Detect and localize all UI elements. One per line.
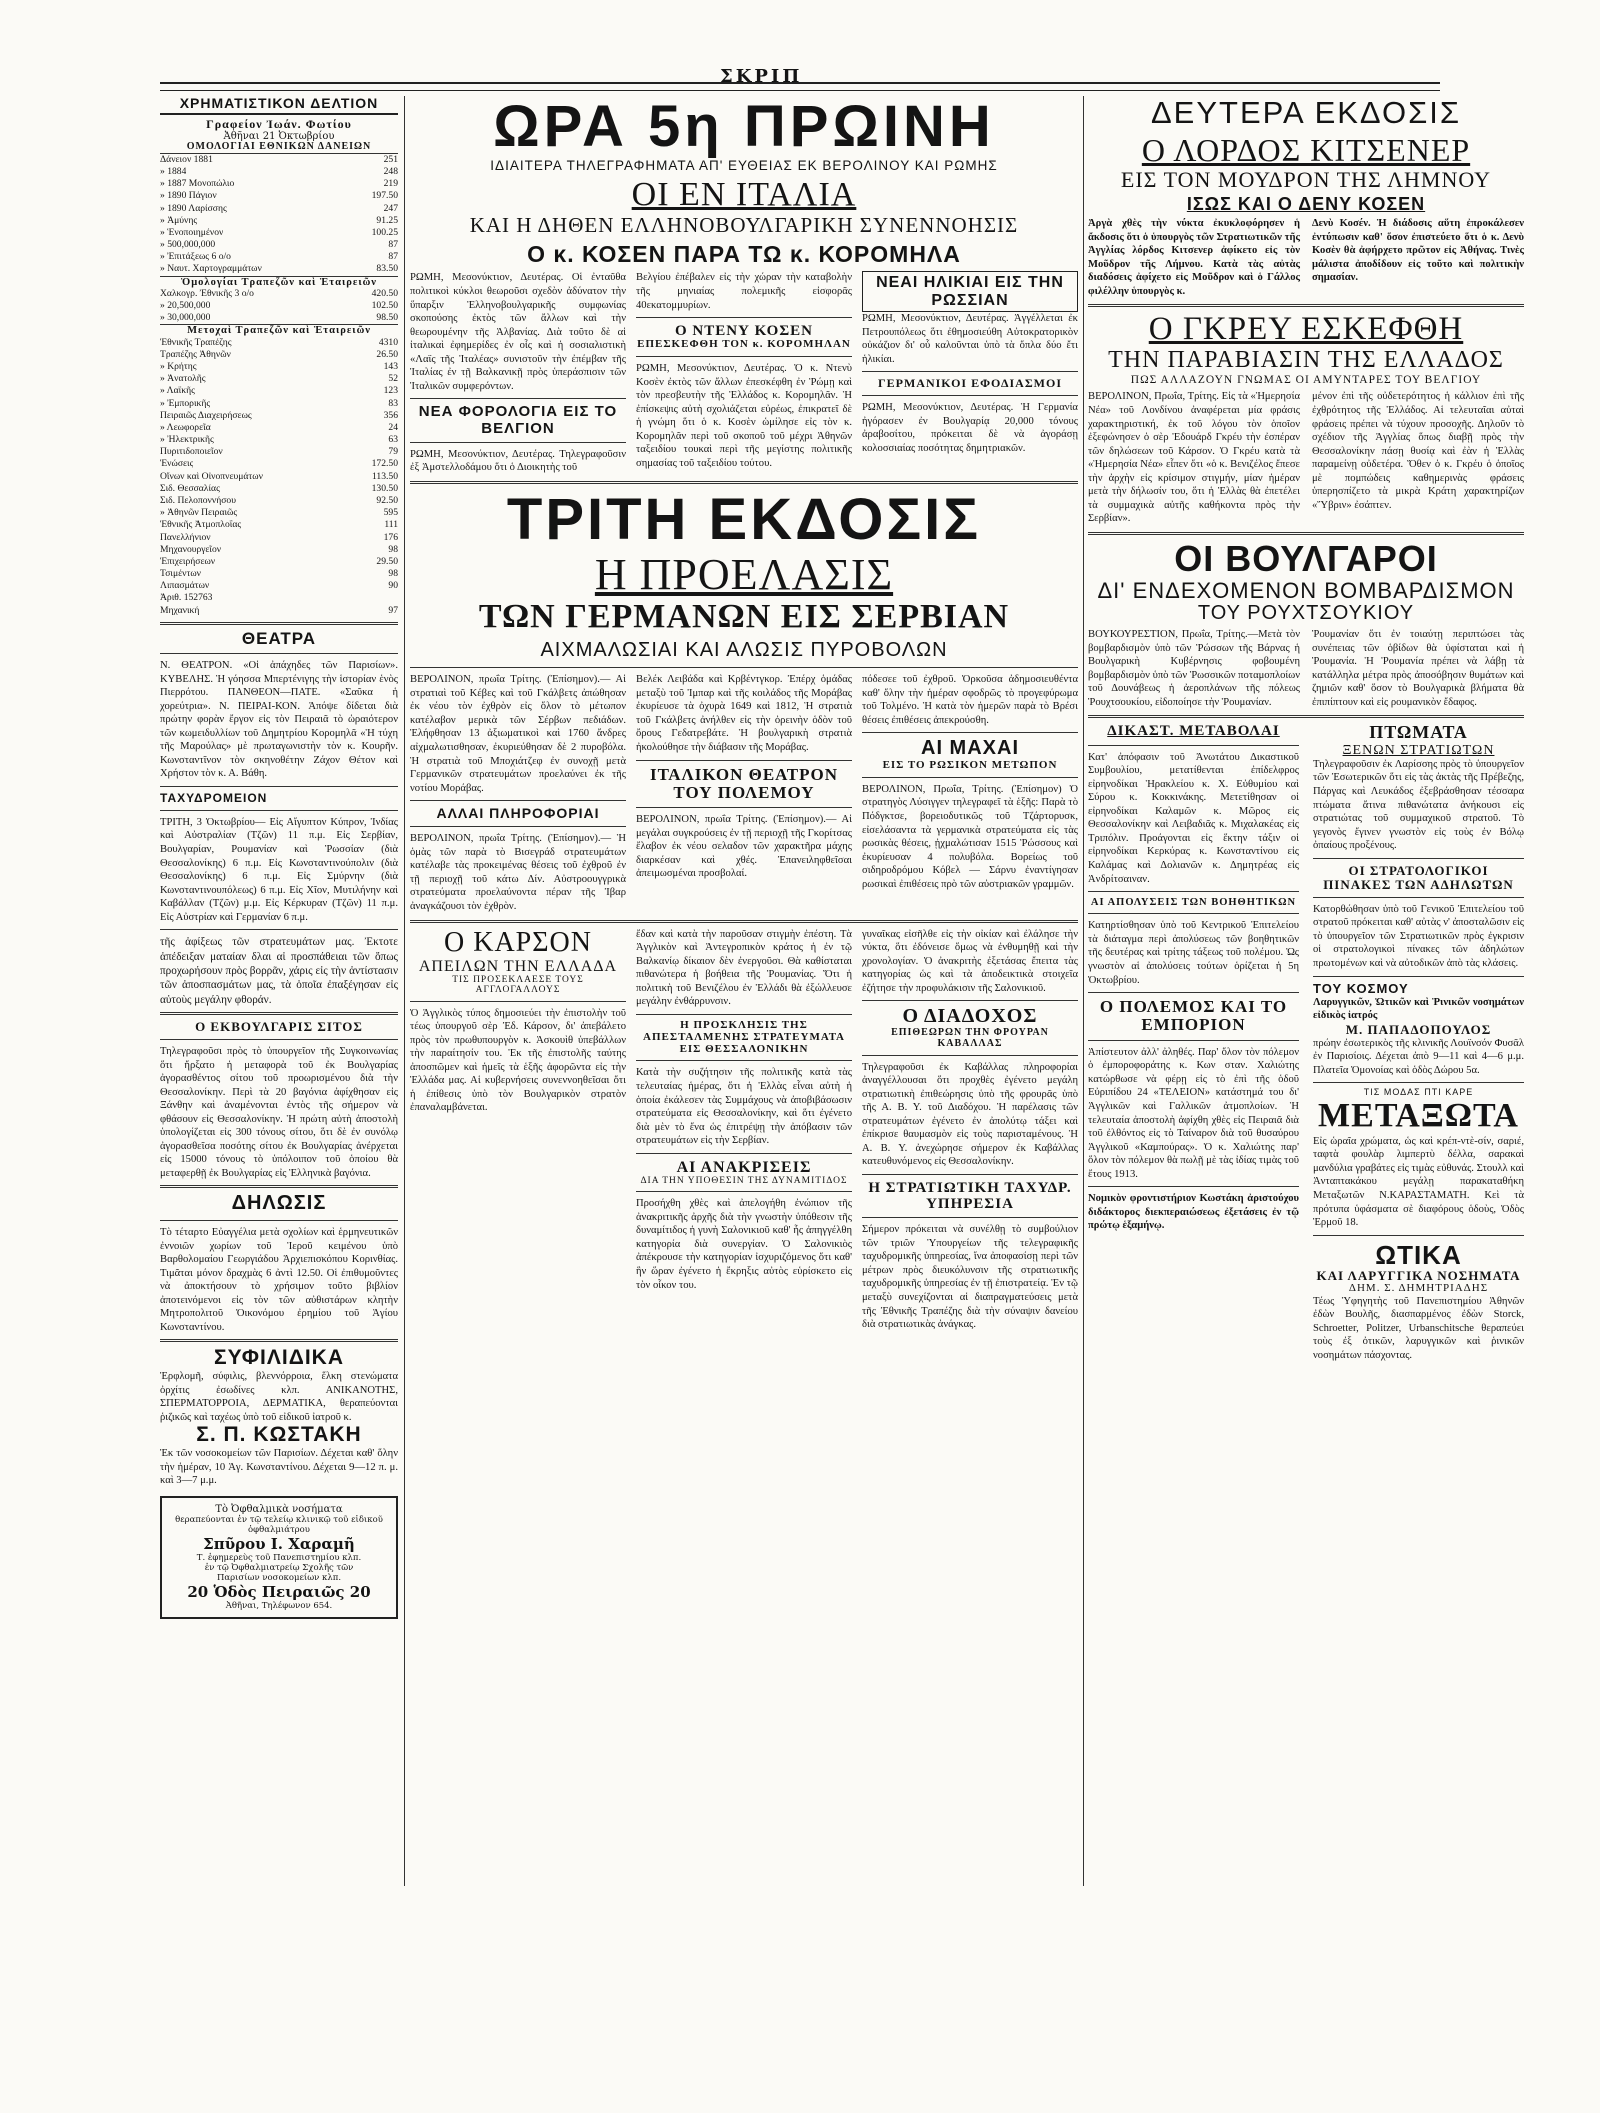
cosen-headline: Ο κ. ΚΟΣΕΝ ΠΑΡΑ ΤΩ κ. ΚΟΡΟΜΗΛΑ: [527, 240, 961, 267]
quote-row: [160, 544, 398, 556]
grey-text-continued: μένον ἐπὶ τῆς οὐδετερότητος ἡ κάλλιον ἐπὶ τῆς ἐχθρότητος τῆς Ἑλλάδος. Αἱ τελευταῖαι αὐταὶ φράσεις πρέπει νὰ τύχουν προσοχῆς. Δηλοῦν τὸ σχέδιον τῆς Ἀγγλίας ὅπως διαβῇ πρὸς τὴν Θεσσαλονίκην πάσῃ θυσίᾳ καὶ ἐὰν ἡ Ἑλλὰς παραμείνῃ οὐδετέρα. Ὅθεν ὁ κ. Γκρέυ ὁ ὁποῖος μὲ πομπώδεις καθημερινὰς φράσεις ὑπερησπίζετο τὰ μικρὰ Κράτη χαρακτηρίζων «Ὕβριν» ἐσάπτεν.: [1312, 391, 1524, 511]
quote-row: [160, 556, 398, 568]
second-edition-headline: ΔΕΥΤΕΡΑ ΕΚΔΟΣΙΣ: [1150, 96, 1462, 130]
quote-name: » 20,500,000: [160, 300, 211, 312]
kitchener-block: [1088, 217, 1524, 298]
syphilis-text: Ἐρφλομῆ, σύφιλις, βλεννόρροια, ἕλκη στενώματα ὀρχίτις ἐσωδίνες κλπ. ΑΝΙΚΑΝΟΤΗΣ, ΣΠΕΡΜΑΤΟΡΡΟΙΑ, ΔΕΡΜΑΤΙΚΑ, θεραπεύονται ῥιζικῶς καὶ ταχέως ὑπὸ τοῦ εἰδικοῦ ἰατροῦ κ.: [160, 1371, 398, 1423]
quote-name: » Ἑνοποιημένον: [160, 226, 224, 238]
captures-subheadline: ΑΙΧΜΑΛΩΣΙΑΙ ΚΑΙ ΑΛΩΣΙΣ ΠΥΡΟΒΟΛΩΝ: [540, 638, 948, 661]
quote-row: [160, 154, 398, 166]
karson-continued: ἔδαν καὶ κατὰ τὴν παροῦσαν στιγμὴν ἐπέστη. Τὰ Ἀγγλικὸν καὶ Ἀντεγροπικὸν κράτος ἡ ἐν τῷ Βαλκανίῳ δίκαιον δὲν ἐνεργοῦσι. Θὰ καθίσταται πιθανώτερα ἡ βοήθεια τῆς Ῥουμανίας. Ὅτι ἡ πολιτικὴ τοῦ Βενιζέλου ἐν Ἑλλάδι θὰ ἐξώλλευσε μεγάλην ἐνθάρρυνσιν.: [636, 928, 852, 1008]
grey-subheadline: ΤΗΝ ΠΑΡΑΒΙΑΣΙΝ ΤΗΣ ΕΛΛΑΔΟΣ: [1108, 347, 1504, 374]
quote-row: [160, 422, 398, 434]
fashion-small-title: ΤΙΣ ΜΟΔΑΣ ΠΤΙ ΚΑΡΕ: [1363, 1087, 1474, 1098]
world-ad-title: ΤΟΥ ΚΟΣΜΟΥ: [1313, 980, 1409, 996]
quote-row: [160, 398, 398, 410]
third-edition-headline: ΤΡΙΤΗ ΕΚΔΟΣΙΣ: [506, 486, 982, 552]
grey-subheadline-2: ΠΩΣ ΑΛΛΑΖΟΥΝ ΓΝΩΜΑΣ ΟΙ ΑΜΥΝΤΑΡΕΣ ΤΟΥ ΒΕΛΓΙΟΥ: [1130, 374, 1482, 387]
rome-dispatch: ΡΩΜΗ, Μεσονύκτιον, Δευτέρας. Οἱ ἐνταῦθα πολιτικοὶ κύκλοι θεωροῦσι σχεδὸν ἀδύνατον τὴν ὕπαρξιν Ἑλληνοβουλγαρικῆς συμφωνίας σκοπούσης ἐκτὸς τῶν ἄλλων καὶ τὴν θεωρουμένην τῆς Ἀλβανίας. Διὰ τοῦτο δὲ αἱ ἰταλικαὶ ἐφημερίδες ἐν οἷς καὶ ἡ σοσιαλιστικὴ «Λαϊς τῆς Ἰταλέας» συνιστοῦν τὴν ἐπέμβαν τῆς Ἰταλίας ἐν τῇ Βαλκανικῇ πρὸς ὑπεράσπισιν τῶν Ἰταλικῶν συμφερόντων.: [410, 272, 626, 392]
discharges-text: Κατηρτίσθησαν ὑπὸ τοῦ Κεντρικοῦ Ἐπιτελείου τὰ διάταγμα περὶ ἀπολύσεως τῶν βοηθητικῶν τῆς δευτέρας καὶ τρίτης τάξεως τοῦ πολέμου. Ὡς γνωστὸν αἱ ἀπολύσεις τούτων ὁρίζεται ἡ 5η Ὀκτωβρίου.: [1088, 920, 1299, 986]
bulgarians-block: [1088, 628, 1524, 709]
quote-row: [160, 300, 398, 312]
judicial-changes-title: ΔΙΚΑΣΤ. ΜΕΤΑΒΟΛΑΙ: [1107, 723, 1280, 740]
karson-subheadline: ΑΠΕΙΛΩΝ ΤΗΝ ΕΛΛΑΔΑ: [418, 957, 618, 975]
inquiries-title: ΑΙ ΑΝΑΚΡΙΣΕΙΣ: [676, 1158, 812, 1176]
belgium-tax-title: ΝΕΑ ΦΟΡΟΛΟΓΙΑ ΕΙΣ ΤΟ ΒΕΛΓΙΟΝ: [418, 403, 618, 437]
quote-name: » 500,000,000: [160, 239, 216, 251]
quote-name: Μηχανουργεῖον: [160, 543, 222, 555]
ent-ad-doctor: ΔΗΜ. Σ. ΔΗΜΗΤΡΙΑΔΗΣ: [1348, 1281, 1489, 1294]
kitchener-headline: Ο ΛΟΡΔΟΣ ΚΙΤΣΕΝΕΡ: [1141, 132, 1471, 169]
italian-front-title: ΙΤΑΛΙΚΟΝ ΘΕΑΤΡΟΝ ΤΟΥ ΠΟΛΕΜΟΥ: [649, 764, 839, 802]
bulletin-date: Ἀθῆναι 21 Ὀκτωβρίου: [223, 131, 335, 143]
ad-line: Ἀθῆναι, Τηλέφωνον 654.: [225, 1600, 333, 1611]
quote-row: [160, 592, 398, 604]
quote-price: 92.50: [376, 494, 398, 506]
grey-headline: Ο ΓΚΡΕΥ ΕΣΚΕΦΘΗ: [1148, 311, 1464, 348]
inquiries-continued: γυναῖκας εἰσῆλθε εἰς τὴν οἰκίαν καὶ ἐλάλησε τὴν νύκτα, ὅτι ἐδόνεισε ὅμως νὰ ἐνθυμηθῇ καὶ τὴν χρονολογίαν. Ὁ ἀνακριτὴς ἐξετάσας ἔπειτα τὰς κατηγορίας ὡς καὶ τὰ ἀποδεικτικὰ στοιχεῖα ἐζήτησε τὴν προφυλάκισιν τῆς Σαλονικιοῦ.: [862, 928, 1078, 994]
world-ad-doctor: Μ. ΠΑΠΑΔΟΠΟΥΛΟΣ: [1345, 1021, 1492, 1037]
quote-row: [160, 483, 398, 495]
quote-price: 83: [388, 397, 398, 409]
ntenu-title: Ο ΝΤΕΝΥ ΚΟΣΕΝ: [674, 323, 813, 340]
bulgarians-text-continued: Ῥουμανίαν ὅτι ἐν τοιαύτῃ περιπτώσει τὰς συνέπειας τῶν ὁβίδων θὰ ὑφίσταται καὶ ἡ Ῥουμανία. Ἡ Ῥουμανία πρέπει νὰ λάβῃ τὰ κατάλληλα μέτρα πρὸς ἀποσόβησιν θυμάτων καὶ ζημιῶν καθ' ὅσον τὸ Βουλγαρικὰ βλήματα θὰ ἐπιπίπτουν καὶ εἰς ρουμανικὸν ἔδαφος.: [1312, 629, 1524, 708]
belgium-tax-text: ΡΩΜΗ, Μεσονύκτιον, Δευτέρας. Τηλεγραφοῦσιν ἐξ Ἀμστελλοδάμου ὅτι ὁ Διοικητὴς τοῦ: [410, 448, 626, 474]
successor-title: Ο ΔΙΑΔΟΧΟΣ: [902, 1005, 1038, 1028]
ad-line: Σπῦρου Ι. Χαραμῆ: [203, 1534, 355, 1553]
belgium-continued: Βελγίου ἐπέβαλεν εἰς τὴν χώραν τὴν καταβολὴν τῆς μηνιαίας πολεμικῆς εἰσφορᾶς 40εκατομμυρίων.: [636, 272, 852, 311]
quote-row: [160, 532, 398, 544]
other-info-title: ΑΛΛΑΙ ΠΛΗΡΟΦΟΡΙΑΙ: [436, 805, 600, 822]
shares-list: [160, 337, 398, 617]
quote-name: Ἀριθ. 152763: [160, 592, 213, 604]
quote-name: Δάνειον 1881: [160, 153, 213, 165]
recruitment-title: ΟΙ ΣΤΡΑΤΟΛΟΓΙΚΟΙ ΠΙΝΑΚΕΣ ΤΩΝ ΑΔΗΛΩΤΩΝ: [1323, 862, 1514, 892]
inquiries-text: Προσήχθη χθὲς καὶ ἀπελογήθη ἐνώπιον τῆς ἀνακριτικῆς ἀρχῆς διὰ τὴν γνωστὴν ὑπόθεσιν τῆς δυναμίτιδος ἡ γυνὴ Σαλονικιοῦ καθ' ἧς ἀπηγγέλθη κατηγορία διὰ συνεργίαν. Ὁ Σαλονικιὸς ἀπέκρουσε τὴν κατηγορίαν ἰσχυριζόμενος ὅτι καθ' ἣν ὥραν ἐγένετο ἡ ἔκρηξις αὐτὸς εὑρίσκετο εἰς τὸν οἶκον του.: [636, 1198, 852, 1291]
ent-ad-text: Τέως Ὑφηγητὴς τοῦ Πανεπιστημίου Ἀθηνῶν ἐδὼν Βουλῆς, διασπαρμένος ἐδὼν Storck, Schroetter, Politzer, Urbanschitsche θεραπεύει τοὺς ἐξ ὀτικῶν, λαρυγγικῶν καὶ ῥινικῶν νοσημάτων πάσχοντας.: [1313, 1295, 1524, 1361]
post-office-title: ΤΑΧΥΔΡΟΜΕΙΟΝ: [160, 790, 268, 805]
quote-price: 83.50: [376, 263, 398, 275]
notice-title: ΔΗΛΩΣΙΣ: [231, 1192, 327, 1215]
quote-row: [160, 605, 398, 617]
quote-price: 24: [388, 421, 398, 433]
quote-name: Σιδ. Θεσσαλίας: [160, 482, 220, 494]
quote-row: [160, 190, 398, 202]
ntenu-subtitle: ΕΠΕΣΚΕΦΘΗ ΤΟΝ κ. ΚΟΡΟΜΗΛΑΝ: [637, 338, 851, 351]
quote-price: 172.50: [371, 458, 398, 470]
quote-row: [160, 568, 398, 580]
banner-subtitle: ΙΔΙΑΙΤΕΡΑ ΤΗΛΕΓΡΑΦΗΜΑΤΑ ΑΠ' ΕΥΘΕΙΑΣ ΕΚ ΒΕΡΟΛΙΝΟΥ ΚΑΙ ΡΩΜΗΣ: [490, 157, 998, 173]
quote-name: Ἐπιχειρήσεων: [160, 555, 216, 567]
successor-text: Τηλεγραφοῦσι ἐκ Καβάλλας πληροφορίαι ἀναγγέλλουσαι ὅτι προχθὲς ἐγένετο μεγάλη στρατιωτικὴ ἐπιθεώρησις ὑπὸ τῆς φρουρᾶς ὑπὸ τῆς Α. Β. Υ. τοῦ Διαδόχου. Ἡ παρέλασις τῶν στρατευμάτων ἐγένετο ἐν ἀπολύτῳ τάξει καὶ ἐπίκρισε θαυμασμὸν εἰς τοὺς παρισταμένους. Ἡ Α. Β. Υ. ἀνεχώρησε σήμερον ἐκ Καβάλλας κατευθυνόμενος εἰς Θεσσαλονίκην.: [862, 1061, 1078, 1168]
quote-name: » Ἀνατολῆς: [160, 373, 206, 385]
russia-ages-text: ΡΩΜΗ, Μεσονύκτιον, Δευτέρας. Ἀγγέλλεται ἐκ Πετρουπόλεως ὅτι ἐθημοσιεύθη Αὐτοκρατορικὸν οὐκάζιον δι' οὗ καλοῦνται ὑπὸ τὰ ὅπλα δύο ἔτι ἡλικίαι.: [862, 312, 1078, 365]
discharges-title: ΑΙ ΑΠΟΛΥΣΕΙΣ ΤΩΝ ΒΟΗΘΗΤΙΚΩΝ: [1090, 897, 1297, 909]
quote-row: [160, 178, 398, 190]
theatres-text: Ν. ΘΕΑΤΡΟΝ. «Οἱ ἀπάχηδες τῶν Παρισίων». ΚΥΒΕΛΗΣ. Ἡ γόησσα Μπερτένιγης τὴν ἱστορίαν ἑνὸς Πιερρότου. ΠΑΝΘΕΟΝ—ΠΑΤΕ. «Σαῦκα ἡ χορεύτρια». Ν. ΠΕΙΡΑΙ-ΚΟΝ. Ἀπόψε δίδεται διὰ πρώτην φορὰν ἔργον εἰς τὸν Πειραιᾶ τὸ ὡραιότερον τῶν κωμειδυλλίων τοῦ Δημητρίου Κορομηλᾶ «Ἡ τύχη τῆς Μαρούλας» μὲ πρωταγωνιστὴν τὸν κ. Κουρῆν. Κωνσταντῖνον τὸν σκηνοθέτην Ζάχον Θέτον καὶ Χρήστον τὸν κ. Α. Βάθη.: [160, 660, 398, 780]
quote-name: Τραπέζης Ἀθηνῶν: [160, 348, 231, 360]
quote-name: Πειραιῶς Διαχειρήσεως: [160, 409, 252, 421]
theatres-title: ΘΕΑΤΡΑ: [241, 628, 317, 648]
successor-subtitle: ΕΠΙΘΕΩΡΩΝ ΤΗΝ ΦΡΟΥΡΑΝ ΚΑΒΑΛΛΑΣ: [891, 1026, 1049, 1049]
quote-name: Τσιμέντων: [160, 568, 201, 580]
quote-row: [160, 471, 398, 483]
quote-name: Πανελλήνιον: [160, 531, 211, 543]
doctor-text: Ἐκ τῶν νοσοκομείων τῶν Παρισίων. Δέχεται καθ' ὅλην τὴν ἡμέραν, 10 Ἁγ. Κωνσταντίνου. Δέχεται 9—12 π. μ. καὶ 3—7 μ.μ.: [160, 1447, 398, 1487]
quote-row: [160, 410, 398, 422]
quote-price: 130.50: [371, 482, 398, 494]
serbia-news-block: [410, 673, 1078, 913]
notice-text: Τὸ τέταρτο Εὐαγγέλια μετὰ σχολίων καὶ ἑρμηνευτικῶν ἐννοιῶν χωρίων τοῦ Ἱεροῦ κειμένου ὑπὸ Βαρθολομαίου Γεωργιάδου Ἀρχιεπισκόπου Κορινθίας. Τιμᾶται μόνον δραχμὰς 6 ἀντὶ 12.50. Οἱ ἐπιθυμοῦντες νὰ ἀποκτήσουν τὸ χρήσιμον τοῦτο βιβλίον ἀποτεινόμενοι εἰς τὸν τῶν αὐθιστάρων κλητὴν Μητροπολιτοῦ Ὀικονόμου ἐρημίου τοῦ Ἁγίου Κωνσταντίνου.: [160, 1227, 398, 1333]
italy-subheadline: ΚΑΙ Η ΔΗΘΕΝ ΕΛΛΗΝΟΒΟΥΛΓΑΡΙΚΗ ΣΥΝΕΝΝΟΗΣΙΣ: [469, 212, 1019, 237]
quote-row: [160, 215, 398, 227]
quote-row: [160, 519, 398, 531]
quote-row: [160, 507, 398, 519]
karson-headline: Ο ΚΑΡΣΟΝ: [444, 926, 592, 958]
ad-line: 20 Ὁδὸς Πειραιῶς 20: [187, 1582, 371, 1601]
quote-price: 111: [384, 519, 398, 531]
quote-price: 176: [383, 531, 398, 543]
ad-line: Τὸ Ὀφθαλμικὰ νοσήματα: [215, 1503, 343, 1515]
quote-row: [160, 251, 398, 263]
quote-row: [160, 373, 398, 385]
quote-price: 90: [388, 580, 398, 592]
shares-header: Μετοχαὶ Τραπεζῶν καὶ Ἑταιρειῶν: [160, 324, 398, 336]
ad-line: ἐν τῷ Ὀφθαλμιατρείῳ Σχολῆς τῶν: [204, 1562, 354, 1573]
recruitment-text: Κατορθώθησαν ὑπὸ τοῦ Γενικοῦ Ἐπιτελείου τοῦ στρατοῦ πρόκειται καθ' αὐτὰς ν' ἀποσταλῶσιν εἰς τὸ ὑπουργεῖον τῶν Στρατιωτικῶν πρὸς ἐγκρισιν οἱ στρατολογικοὶ πίνακες τῶν ἀδηλώτων πρωτομένων καὶ νὰ αὐτοδικῶν ἀπὸ τὰς κλάσεις.: [1313, 903, 1524, 970]
kitchener-subheadline-2: ΙΣΩΣ ΚΑΙ Ο ΔΕΝΥ ΚΟΣΕΝ: [1186, 193, 1426, 214]
quote-price: 595: [383, 507, 398, 519]
quote-row: [160, 446, 398, 458]
quote-name: Οἴνων καὶ Οἰνοπνευμάτων: [160, 470, 263, 482]
inquiries-subtitle: ΔΙΑ ΤΗΝ ΥΠΟΘΕΣΙΝ ΤΗΣ ΔΥΝΑΜΙΤΙΔΟΣ: [640, 1176, 848, 1187]
quote-name: Σιδ. Πελοποννήσου: [160, 494, 236, 506]
battles-text: ΒΕΡΟΛΙΝΟΝ, Πρωΐα, Τρίτης. (Ἐπίσημον) Ὁ στρατηγὸς Λύσιγγεν τηλεγραφεῖ τὰ ἑξῆς: Παρὰ τὸ Πόδγκτσε, βορειοδυτικῶς τοῦ Τζάρτορυσκ, εἰσελάσαντα τὰ γερμανικὰ στρατεύματα εἰς τὰς ρωσικὰς θέσεις, ᾐχμαλώτισαν 1515 Ῥώσσους καὶ ἐκυρίευσαν 4 πολυβόλα. Βορείως τοῦ σιδηροδρόμου Κόβελ — Σάρνυ ἐναντίγησαν ρωσικαὶ ἐπιθέσεις πρὸ τῶν αὐστριακῶν γραμμῶν.: [862, 783, 1078, 890]
column-left: [160, 96, 398, 1886]
quote-row: [160, 239, 398, 251]
quote-name: » Ἐμπορικῆς: [160, 397, 211, 409]
quote-price: 247: [383, 202, 398, 214]
bulgarians-subheadline: ΔΙ' ΕΝΔΕΧΟΜΕΝΟΝ ΒΟΜΒΑΡΔΙΣΜΟΝ: [1097, 577, 1515, 603]
office-name: Γραφείον Ἰωάν. Φωτίου: [206, 117, 352, 132]
troops-text: τῆς ἀφίξεως τῶν στρατευμάτων μας. Ἐκτοτε ἀπέδειξαν ματαίαν δλαι αἱ προσπάθειαι τῶν ὅπως προχωρήσουν πρὸς βορρᾶν, χάρις εἰς τὴν ἀντίστασιν τῶν ἀποσπασμάτων μας, τὰ ὁποῖα ἐπαξέγησαν εἰς αὐτοὺς μεγάλην φθοράν.: [160, 936, 398, 1006]
military-post-title: Η ΣΤΡΑΤΙΩΤΙΚΗ ΤΑΧΥΔΡ. ΥΠΗΡΕΣΙΑ: [868, 1179, 1072, 1213]
quote-price: 113.50: [371, 470, 398, 482]
quote-price: 97: [388, 604, 398, 616]
ent-ad-title: ΩΤΙΚΑ: [1375, 1239, 1462, 1270]
market-bulletin-title: ΧΡΗΜΑΤΙΣΤΙΚΟΝ ΔΕΛΤΙΟΝ: [160, 96, 398, 115]
quote-row: [160, 580, 398, 592]
quote-row: [160, 385, 398, 397]
quote-name: Μηχανική: [160, 604, 200, 616]
quote-name: » 1890 Πάγιον: [160, 190, 217, 202]
quote-price: 98.50: [376, 312, 398, 324]
quote-name: » 1887 Μονοπώλιο: [160, 178, 235, 190]
kitchener-text: Ἀργὰ χθὲς τὴν νύκτα ἐκυκλοφόρησεν ἡ ἄκδοσις ὅτι ὁ ὑπουργὸς τῶν Στρατιωτικῶν τῆς Ἀγγλίας λόρδος Κιτσενερ ἀφίκετο εἰς τὸν Μοῦδρον τῆς Λήμνου. Κατὰ τὰς αὐτὰς διαδόσεις ἀφίχετο εἰς Μοῦδρον καὶ ὁ Γάλλος φιλέλλην ὑπουργὸς κ.: [1088, 218, 1300, 297]
quote-row: [160, 495, 398, 507]
quote-name: » Λεωφορεῖα: [160, 421, 211, 433]
ad-line: θεραπεύονται ἐν τῷ τελείῳ κλινικῷ τοῦ εἰδικοῦ ὀφθαλμιάτρου: [175, 1514, 383, 1535]
war-trade-title: Ο ΠΟΛΕΜΟΣ ΚΑΙ ΤΟ ΕΜΠΟΡΙΟΝ: [1099, 997, 1288, 1035]
syphilis-title: ΣΥΦΙΛΙΔΙΚΑ: [214, 1346, 344, 1370]
quote-price: 4310: [378, 336, 398, 348]
silks-text: Εἰς ὡραῖα χρώματα, ὡς καὶ κρέπ-ντὲ-σίν, σαριέ, ταφτὰ φουλὰρ λιμπερτὺ δέλλα, σαρακαὶ μανδύλια γραβάτες εἰς τιμὰς εὐθυνάς. Στουλλ καὶ Ἀνταπτακάκου μεγάλῃ παρακαταθήκη Μεταξωτῶν Ν.ΚΑΡΑΣΤΑΜΑΤΗ. Κεὶ τὰ πρότυπα ὑφάσματα σὲ διαφόρους ὁδοὺς, Ὁδὸς Ἑρμοῦ 18.: [1313, 1135, 1524, 1229]
quote-name: » Ἐπιτάξεως 6 ο/ο: [160, 251, 231, 263]
quote-price: 251: [383, 153, 398, 165]
belaki-text: Βελέκ Λειβάδα καὶ Κρβέντγκορ. Ἐπέρχ ὁμάδας μεταξὺ τοῦ Ἰμπαρ καὶ τῆς κοιλάδος τῆς Μοράβας ἐκυρίευσε τὰ ὀχυρὰ 1649 καὶ 1812, Ἡ στρατιὰ τοῦ Γκάλβετς ἀνήλθεν εἰς τὴν ὀρεινὴν ὁδὸν τοῦ ὄρους Γεδατρεβάτε. Ἡ βουλγαρικὴ στρατιὰ ἠκολούθησε τὴν διάβασιν τῆς Μοράβας.: [636, 674, 852, 753]
column-center: [410, 96, 1078, 1886]
advance-subheadline: ΤΩΝ ΓΕΡΜΑΝΩΝ ΕΙΣ ΣΕΡΒΙΑΝ: [478, 597, 1010, 635]
law-tutoring-ad: Νομικὸν φροντιστήριον Κωστάκη ἀριστούχου διδάκτορος διεκπεραιώσεως ἐξετάσεις ἐν τῷ πρώτῳ ἑξαμήνῳ.: [1088, 1193, 1299, 1232]
quote-name: » Κρήτης: [160, 361, 197, 373]
quote-price: 26.50: [376, 348, 398, 360]
karson-subheadline-2: ΤΙΣ ΠΡΟΣΕΚΛΑΕΣΕ ΤΟΥΣ ΑΓΓΛΟΓΑΛΛΟΥΣ: [452, 975, 584, 996]
grain-title: Ο ΕΚΒΟΥΛΓΑΡΙΣ ΣΙΤΟΣ: [195, 1018, 363, 1034]
post-office-text: ΤΡΙΤΗ, 3 Ὀκτωβρίου— Εἰς Αἴγυπτον Κύπρον, Ἰνδίας καὶ Αὐστραλίαν (Τζῶν) 11 π.μ. Εἰς Σερβίαν, Βουλγαρίαν, Ρουμανίαν καὶ Ῥωσσίαν (διὰ Θεσσαλονίκης) 6 π.μ. Εἰς Κωνσταντινούπολιν (διὰ Θεσσαλονίκης) 6 π.μ. Εἰς Σμύρνην (διὰ Κωνσταντινουπόλεως) 6 π.μ. Εἰς Χῖον, Μυτιλήνην καὶ Καβάλλαν (Τζῶν) μ.μ. Εἰς Κέρκυραν (Τζῶν) 11 π.μ. Εἰς Αὐστρίαν καὶ Γερμανίαν 6 π.μ.: [160, 816, 398, 923]
bank-bonds-header: Ὁμολογίαι Τραπεζῶν καὶ Ἑταιρειῶν: [160, 276, 398, 288]
other-info-text: ΒΕΡΟΛΙΝΟΝ, πρωΐα Τρίτης. (Ἐπίσημον).— Ἡ ὁμὰς τῶν παρὰ τὸ Βισεγράδ στρατευμάτων κατέλαβε τὰς προκειμένας θέσεις τοῦ ἐχθροῦ ἐν τῇ περιοχῇ τοῦ κάτω Δίν. Αὐστροουγγρικὰ στρατεύματα προελαύνοντα πέραν τῆς Ἰβαρ ἀναγκάζουσι τὸν ἐχθρὸν.: [410, 833, 626, 913]
eye-doctor-ad: [160, 1496, 398, 1619]
quote-name: » Ἀθηνῶν Πειραιῶς: [160, 507, 238, 519]
quote-name: » 1890 Λαρίσσης: [160, 202, 227, 214]
lower-news-block: [410, 928, 1078, 1332]
ad-line: Τ. ἐφημερεὺς τοῦ Πανεπιστημίου κλπ.: [196, 1552, 362, 1563]
corpses-title: ΠΤΩΜΑΤΑ: [1369, 722, 1468, 743]
ad-line: Παρισίων νοσοκομείων κλπ.: [216, 1572, 342, 1583]
quote-name: » 30,000,000: [160, 312, 211, 324]
quote-name: Χαλκογρ. Ἐθνικῆς 3 ο/ο: [160, 287, 254, 299]
corpses-subtitle: ΞΕΝΩΝ ΣΤΡΑΤΙΩΤΩΝ: [1342, 742, 1495, 758]
grey-text: ΒΕΡΟΛΙΝΟΝ, Πρωΐα, Τρίτης. Εἰς τὰ «Ἡμερησία Νέα» τοῦ Λονδίνου ἀναφέρεται μία φράσις χαρακτηριστική, ἐκ τοῦ λόγου τὸν ὁποῖον ἐξεφώνησεν ὁ σὲρ Ἐδουάρδ Γκρέυ τὴν ἐσπέραν τῶν δηλώσεων τοῦ Κάρσον. Ὁ Γκρέυ κατὰ τὰ «Ἡμερησία Νέα» εἶπεν ὅτι «ὁ κ. Βενιζέλος ἔπεσε τὴν ἀρχὴν εἰς κρίσιμον στιγμήν, μίαν ἡμέραν μετὰ τὴν δήλωσίν του, ὅτι ἡ Ἑλλὰς θὰ ἐπετέλει τὰ συμμαχικὰ αὐτῆς καθήκοντα πρὸς τὴν Σερβίαν».: [1088, 391, 1300, 525]
quote-price: 52: [388, 373, 398, 385]
quote-row: [160, 434, 398, 446]
world-ad-text: Λαρυγγικῶν, Ὠτικῶν καὶ Ῥινικῶν νοσημάτων εἰδικὸς ἰατρός: [1313, 996, 1524, 1022]
quote-price: 87: [388, 239, 398, 251]
quote-name: » 1884: [160, 166, 187, 178]
grain-text: Τηλεγραφοῦσι πρὸς τὸ ὑπουργεῖον τῆς Συγκοινωνίας ὅτι ἤρξατο ἡ μεταφορὰ τοῦ ἐκ Βουλγαρίας ἀγορασθέντος σίτου τοῦ προωρισμένου διὰ τὴν Θεσσαλονίκην. Περὶ τὰ 20 βαγόνια ἀφίχθησαν εἰς Ξάνθην καὶ ἀναμένονται ἐντὸς τῆς σήμερον νὰ φθάσουν εἰς Θεσσαλονίκην. Ἡ πρώτη αὐτὴ ἀποστολὴ ὑπολογίζεται εἰς 300 τόνους σίτου, ὅτι δὲ ἐν συνόλῳ ἀγορασθεῖσα ποσότης σίτου ἐκ Βουλγαρίας ἀνέρχεται εἰς 15000 τόνους τὸ ὑπόλοιπον τοῦ ὁποίου θὰ μεταφερθῇ ἐκ Βουλγαρίας εἰς Ἑλληνικὰ βαγόνια.: [160, 1045, 398, 1179]
quote-row: [160, 288, 398, 300]
quote-name: » Ἠλεκτρικῆς: [160, 434, 214, 446]
invitation-text: Κατὰ τὴν συζήτησιν τῆς πολιτικῆς κατὰ τὰς τελευταίας ἡμέρας, ὅτι ἡ Ἑλλὰς εἶναι αὐτὴ ἡ ὁποία ἐκάλεσεν τὰς Συμμάχους νὰ ἀποβιβάσωσιν στρατεύματα εἰς Θεσσαλονίκην, καὶ ὅτι ἐγένετο διὰ μὲν τὸ ἕνα ὡς ἐπιτρέψῃ τὴν ἀπόβασιν τῶν στρατευμάτων εἰς τὴν Σερβίαν.: [636, 1067, 852, 1147]
bulgarians-subheadline-2: ΤΟΥ ΡΟΥΧΤΣΟΥΚΙΟΥ: [1197, 601, 1415, 624]
quote-price: 100.25: [371, 226, 398, 238]
quote-price: 29.50: [376, 555, 398, 567]
quote-price: 356: [383, 409, 398, 421]
quote-name: » Ἀμύνης: [160, 214, 198, 226]
quote-price: 219: [383, 178, 398, 190]
quote-name: » Ναυτ. Χαρτογραμμάτων: [160, 263, 262, 275]
quote-row: [160, 337, 398, 349]
silks-title: ΜΕΤΑΞΩΤΑ: [1318, 1097, 1519, 1135]
quote-name: » Λαϊκῆς: [160, 385, 195, 397]
quote-row: [160, 312, 398, 324]
ntenu-text: ΡΩΜΗ, Μεσονύκτιον, Δευτέρας. Ὁ κ. Ντενὺ Κοσὲν ἐκτὸς τῶν ἄλλων ἐπεσκέφθη ἐν Ῥώμῃ καὶ τὸν πρεσβευτὴν τῆς Ἑλλάδος κ. Κορομηλᾶν. Ἡ ἐπίσκεψις αὐτὴ σχολιάζεται εὐρέως, ἐπικρατεῖ δὲ ἡ γνώμη ὅτι ὁ κ. Κοσὲν ὡμίλησε εἰς τὸν κ. Κορομηλᾶν περὶ τοῦ σκοποῦ τοῦ μέχρι Ἀθηνῶν ταξειδίου τουκαὶ περὶ τῆς μεγίστης πολιτικῆς σημασίας τοῦ ταξειδίου τούτου.: [636, 363, 852, 469]
invitation-title: Η ΠΡΟΣΚΛΗΣΙΣ ΤΗΣ ΑΠΕΣΤΑΛΜΕΝΗΣ ΣΤΡΑΤΕΥΜΑΤΑ ΕΙΣ ΘΕΣΣΑΛΟΝΙΚΗΝ: [643, 1018, 845, 1055]
quote-row: [160, 227, 398, 239]
quote-price: 79: [388, 446, 398, 458]
german-supplies-title: ΓΕΡΜΑΝΙΚΟΙ ΕΦΟΔΙΑΣΜΟΙ: [877, 376, 1063, 391]
bonds-list: [160, 154, 398, 276]
quote-name: Ἐθνικῆς Ἀτμοπλοΐας: [160, 519, 242, 531]
quote-price: 91.25: [376, 214, 398, 226]
berlin-dispatch: ΒΕΡΟΛΙΝΟΝ, πρωΐα Τρίτης. (Ἐπίσημον).— Αἱ στρατιαὶ τοῦ Κέβες καὶ τοῦ Γκάλβετς ἀπώθησαν ἐκ νέου τὸν ἐχθρὸν εἰς ὅλον τὸ μέτωπον κατέλαβον μερικὰ τῶν Σέρβων πεδιάδων. Ἐλήφθησαν 13 ἀξιωματικοὶ καὶ 1760 ἄνδρες αἰχμαλωτισθησαν, ἐκυριεύθησαν δὲ 2 πυροβόλα. Ἡ στρατιὰ τοῦ Μποχιάτζεφ ἐν συνοχῇ μετὰ Γερμανικῶν στρατευμάτων προελαύνει ἐκ τῆς νοτίου Μοράβας.: [410, 674, 626, 794]
quote-row: [160, 349, 398, 361]
column-rule: [404, 96, 405, 1886]
column-rule: [1083, 96, 1084, 1886]
italian-front-text: ΒΕΡΟΛΙΝΟΝ, πρωΐα Τρίτης. (Ἐπίσημον).— Αἱ μεγάλαι συγκρούσεις ἐν τῇ περιοχῇ τῆς Γκορίτσας ἔλαβον ἐκ νέου σελαδον τῶν χαρακτῆρα μάχης διαρκέσαν καὶ χθές. Ἐπανειληφθεῖσαι ἀπειμωσμέναι προσβολαί.: [636, 814, 852, 880]
grey-block: [1088, 390, 1524, 525]
corpses-text: Τηλεγραφοῦσιν ἐκ Λαρίσσης πρὸς τὸ ὑπουργεῖον τῶν Ἐσωτερικῶν ὅτι εἰς τὰς ἀκτὰς τῆς Πρέβεζης, Πάργας καὶ Λευκάδος ἐξεβράσθησαν τέσσαρα πτώματα ἄτινα πιθανώτατα ἀνήκουσι εἰς στρατιώτας τοῦ συμμαχικοῦ στρατοῦ. Τὸ γεγονὸς ἔγινεν γνωστὸν εἰς τοὺς ἐν Βόλῳ ὀπαίους προξένους.: [1313, 758, 1524, 852]
quote-row: [160, 263, 398, 275]
ent-ad-subtitle: ΚΑΙ ΛΑΡΥΓΓΙΚΑ ΝΟΣΗΜΑΤΑ: [1316, 1267, 1521, 1283]
karson-text: Ὁ Ἀγγλικὸς τύπος δημοσιεύει τὴν ἐπιστολὴν τοῦ τέως ὑπουργοῦ σὲρ Ἐδ. Κάρσον, δι' ἀπεβάλετο πρὸς τὸν πρωθυπουργὸν κ. Ἀσκουὶθ ὑπεβάλλων τὴν παραίτησίν του. Ἐκ τῆς ἐπιστολῆς ταύτης ἀποσπῶμεν καὶ ἡμεῖς τὰ ἑξῆς ἀφορῶντα εἰς τὴν Ἑλλάδα μας. Αἱ κυβερνήσεις συνεννοηθεῖσαι ὅτι ἡ ἐπίθεσις ὑπὸ τὸν Βουλγαρικὸν στρατὸν ἐπαναλαμβάνεται.: [410, 1007, 626, 1114]
quote-name: Ἐθνικῆς Τραπέζης: [160, 336, 232, 348]
bonds-header: ΟΜΟΛΟΓΙΑΙ ΕΘΝΙΚΩΝ ΔΑΝΕΙΩΝ: [160, 142, 398, 154]
judicial-changes-text: Κατ' ἀπόφασιν τοῦ Ἀνωτάτου Δικαστικοῦ Συμβουλίου, μετατίθενται ἐπίδελφρος εἰρηνοδίκαι Ἡρακλείου κ. Χ. Εὐθυμίου καὶ Σύρου κ. Κοκκινάκης. Μετετίθησαν οἱ εἰρηνοδίκαι Καλαμῶν κ. Μῶρος εἰς Θεσσαλονίκην καὶ Λειβαδιᾶς κ. Μιχαλακέας εἰς Τριπόλιν. Προάγονται εἰς ἕκτην τάξιν οἱ εἰρηνοδίκαι Κερκύρας κ. Κωνσταντίνου εἰς Καλάμας καὶ Δολιανῶν κ. Δημητρέας εἰς Ἀνδρίτσαιναν.: [1088, 751, 1299, 885]
kitchener-text-continued: Δενὺ Κοσέν. Ἡ διάδοσις αὕτη ἐπροκάλεσεν ἐντύπωσιν καθ' ὅσον ἐπιστεύετο ὅτι ὁ κ. Δενὺ Κοσὲν θὰ ἀφήρχετο πρῶτον εἰς Ἀθήνας. Τινὲς μάλιστα ἀποδίδουν εἰς τοῦτο καὶ πολιτικὴν σημασίαν.: [1312, 218, 1524, 284]
quote-price: 420.50: [371, 287, 398, 299]
quote-row: [160, 361, 398, 373]
kitchener-subheadline: ΕΙΣ ΤΟΝ ΜΟΥΔΡΟΝ ΤΗΣ ΛΗΜΝΟΥ: [1120, 167, 1492, 193]
quote-name: Πυριτιδοποιεῖον: [160, 446, 223, 458]
quote-row: [160, 458, 398, 470]
enemy-text: πόδεσεε τοῦ ἐχθροῦ. Ὀρκοῦσα ἀδημοσιευθέντα καθ' ὅλην τὴν ἡμέραν σφοδρῶς τὸ προγεφύρωμα τοῦ Τολμένο. Ἡ κατὰ τὸν ἡμερῶν παρὰ τὸ Βρέσι θέσεις ἐπιθέσεις ἀπεκρούσθη.: [862, 674, 1078, 726]
battles-subtitle: ΕΙΣ ΤΟ ΡΩΣΙΚΟΝ ΜΕΤΩΠΟΝ: [882, 759, 1058, 772]
quote-name: Λιπασμάτων: [160, 580, 210, 592]
banner-headline: ΩΡΑ 5η ΠΡΩΙΝΗ: [493, 96, 995, 159]
quote-price: 87: [388, 251, 398, 263]
bulgarians-text: ΒΟΥΚΟΥΡΕΣΤΙΟΝ, Πρωΐα, Τρίτης.—Μετὰ τὸν βομβαρδισμὸν ὑπὸ τῶν Ῥώσσων τῆς Βάρνας ἡ Βουλγαρικὴ Κυβέρνησις φοβουμένη βομβαρδισμὸν ὑπὸ τῶν Ῥωσσικῶν ποταμοπλοίων τοῦ Δουνάβεως ἡ ἀεροπλάνων τῆς πόλεως Ῥουχτσουκίου, εἰδοποίησε τὴν Ῥουμανίαν.: [1088, 629, 1300, 708]
world-ad-details: πρώην ἐσωτερικὸς τῆς κλινικῆς Λουϊνσόν Φυσᾶλ ἐν Παρισίοις. Δέχεται ἀπὸ 9—11 καὶ 4—6 μ.μ. Πλατεῖα Ὁμονοίας καὶ ὁδὸς Δώρου 5α.: [1313, 1037, 1524, 1076]
quote-price: 98: [388, 568, 398, 580]
bulgarians-headline: ΟΙ ΒΟΥΛΓΑΡΟΙ: [1174, 537, 1438, 579]
quote-price: 98: [388, 543, 398, 555]
quote-price: 63: [388, 434, 398, 446]
quote-price: 102.50: [371, 300, 398, 312]
advance-headline: Η ΠΡΟΕΛΑΣΙΣ: [594, 550, 894, 600]
quote-price: 123: [383, 385, 398, 397]
quote-price: 248: [383, 166, 398, 178]
italy-headline: ΟΙ ΕΝ ΙΤΑΛΙΑ: [631, 176, 857, 214]
german-supplies-text: ΡΩΜΗ, Μεσονύκτιον, Δευτέρας. Ἡ Γερμανία ἠγόρασεν ἐν Βουλγαρίᾳ 20,000 τόνους ἀραβοσίτου, πρόκειται δὲ νὰ ἀγοράσῃ κολοσσιαίας ποσότητας δημητριακῶν.: [862, 402, 1078, 454]
italy-news-block: [410, 271, 1078, 474]
column-right: [1088, 96, 1524, 1886]
top-rule: [160, 82, 1440, 91]
doctor-name: Σ. Π. ΚΩΣΤΑΚΗ: [196, 1423, 362, 1447]
quote-row: [160, 166, 398, 178]
military-post-text: Σήμερον πρόκειται νὰ συνέλθῃ τὸ συμβούλιον τῶν τριῶν Ὑπουργείων τῆς τελεγραφικῆς ταχυδρομικῆς ὑπηρεσίας, ἵνα ἀποφασίσῃ περὶ τῶν μέτρων πρὸς διευκόλυνσιν τῆς στρατιωτικῆς ταχυδρομικῆς ὑπηρεσίας ἐν τῇ ἐπιστρατείᾳ. Ἐν τῷ μεταξὺ συνεχίζονται αἱ διαπραγματεύσεις μετὰ τῆς Ἐθνικῆς Τραπέζης διὰ τὴν σύναψιν δανείου διὰ στρατιωτικὰς ἀνάγκας.: [862, 1224, 1078, 1331]
quote-price: 143: [383, 361, 398, 373]
quote-name: Ἑνώσεις: [160, 458, 194, 470]
battles-title: ΑΙ ΜΑΧΑΙ: [921, 737, 1019, 760]
russia-ages-title: ΝΕΑΙ ΗΛΙΚΙΑΙ ΕΙΣ ΤΗΝ ΡΩΣΣΙΑΝ: [862, 271, 1078, 312]
masthead: ΣΚΡΙΠ: [720, 66, 803, 87]
lower-right-block: [1088, 723, 1524, 1362]
quote-price: 197.50: [371, 190, 398, 202]
war-trade-text: Ἀπίστευτον ἀλλ' ἀληθές. Παρ' ὅλον τὸν πόλεμον ὁ ἐμποροφοράτης κ. Κων σταν. Χαλιώτης κατώρθωσε νὰ φέρῃ εἰς τὸ ἐπὶ τῆς ὁδοῦ Εὐριπίδου 24 «ΤΕΛΕΙΟΝ» κατάστημά του δι' Ἀγγλικῶν καὶ Γαλλικῶν ἀτμοπλοίων. Ἡ τελευταία ἀποστολὴ ἀφίχθη χθὲς εἰς Πειραιᾶ διὰ τοῦ ἐλθόντος εἰς τὸ Ταίναρον διὰ τοῦ θυσαύρου Ἀγγλικοῦ «Καμπούρας». Ὁ κ. Χαλιώτης παρ' ὅλον τὸν πόλεμον θὰ πωλῇ μὲ τὰς ἰδίας τιμὰς τοῦ ἔτους 1913.: [1088, 1046, 1299, 1180]
bank-bonds-list: [160, 288, 398, 325]
quote-row: [160, 203, 398, 215]
